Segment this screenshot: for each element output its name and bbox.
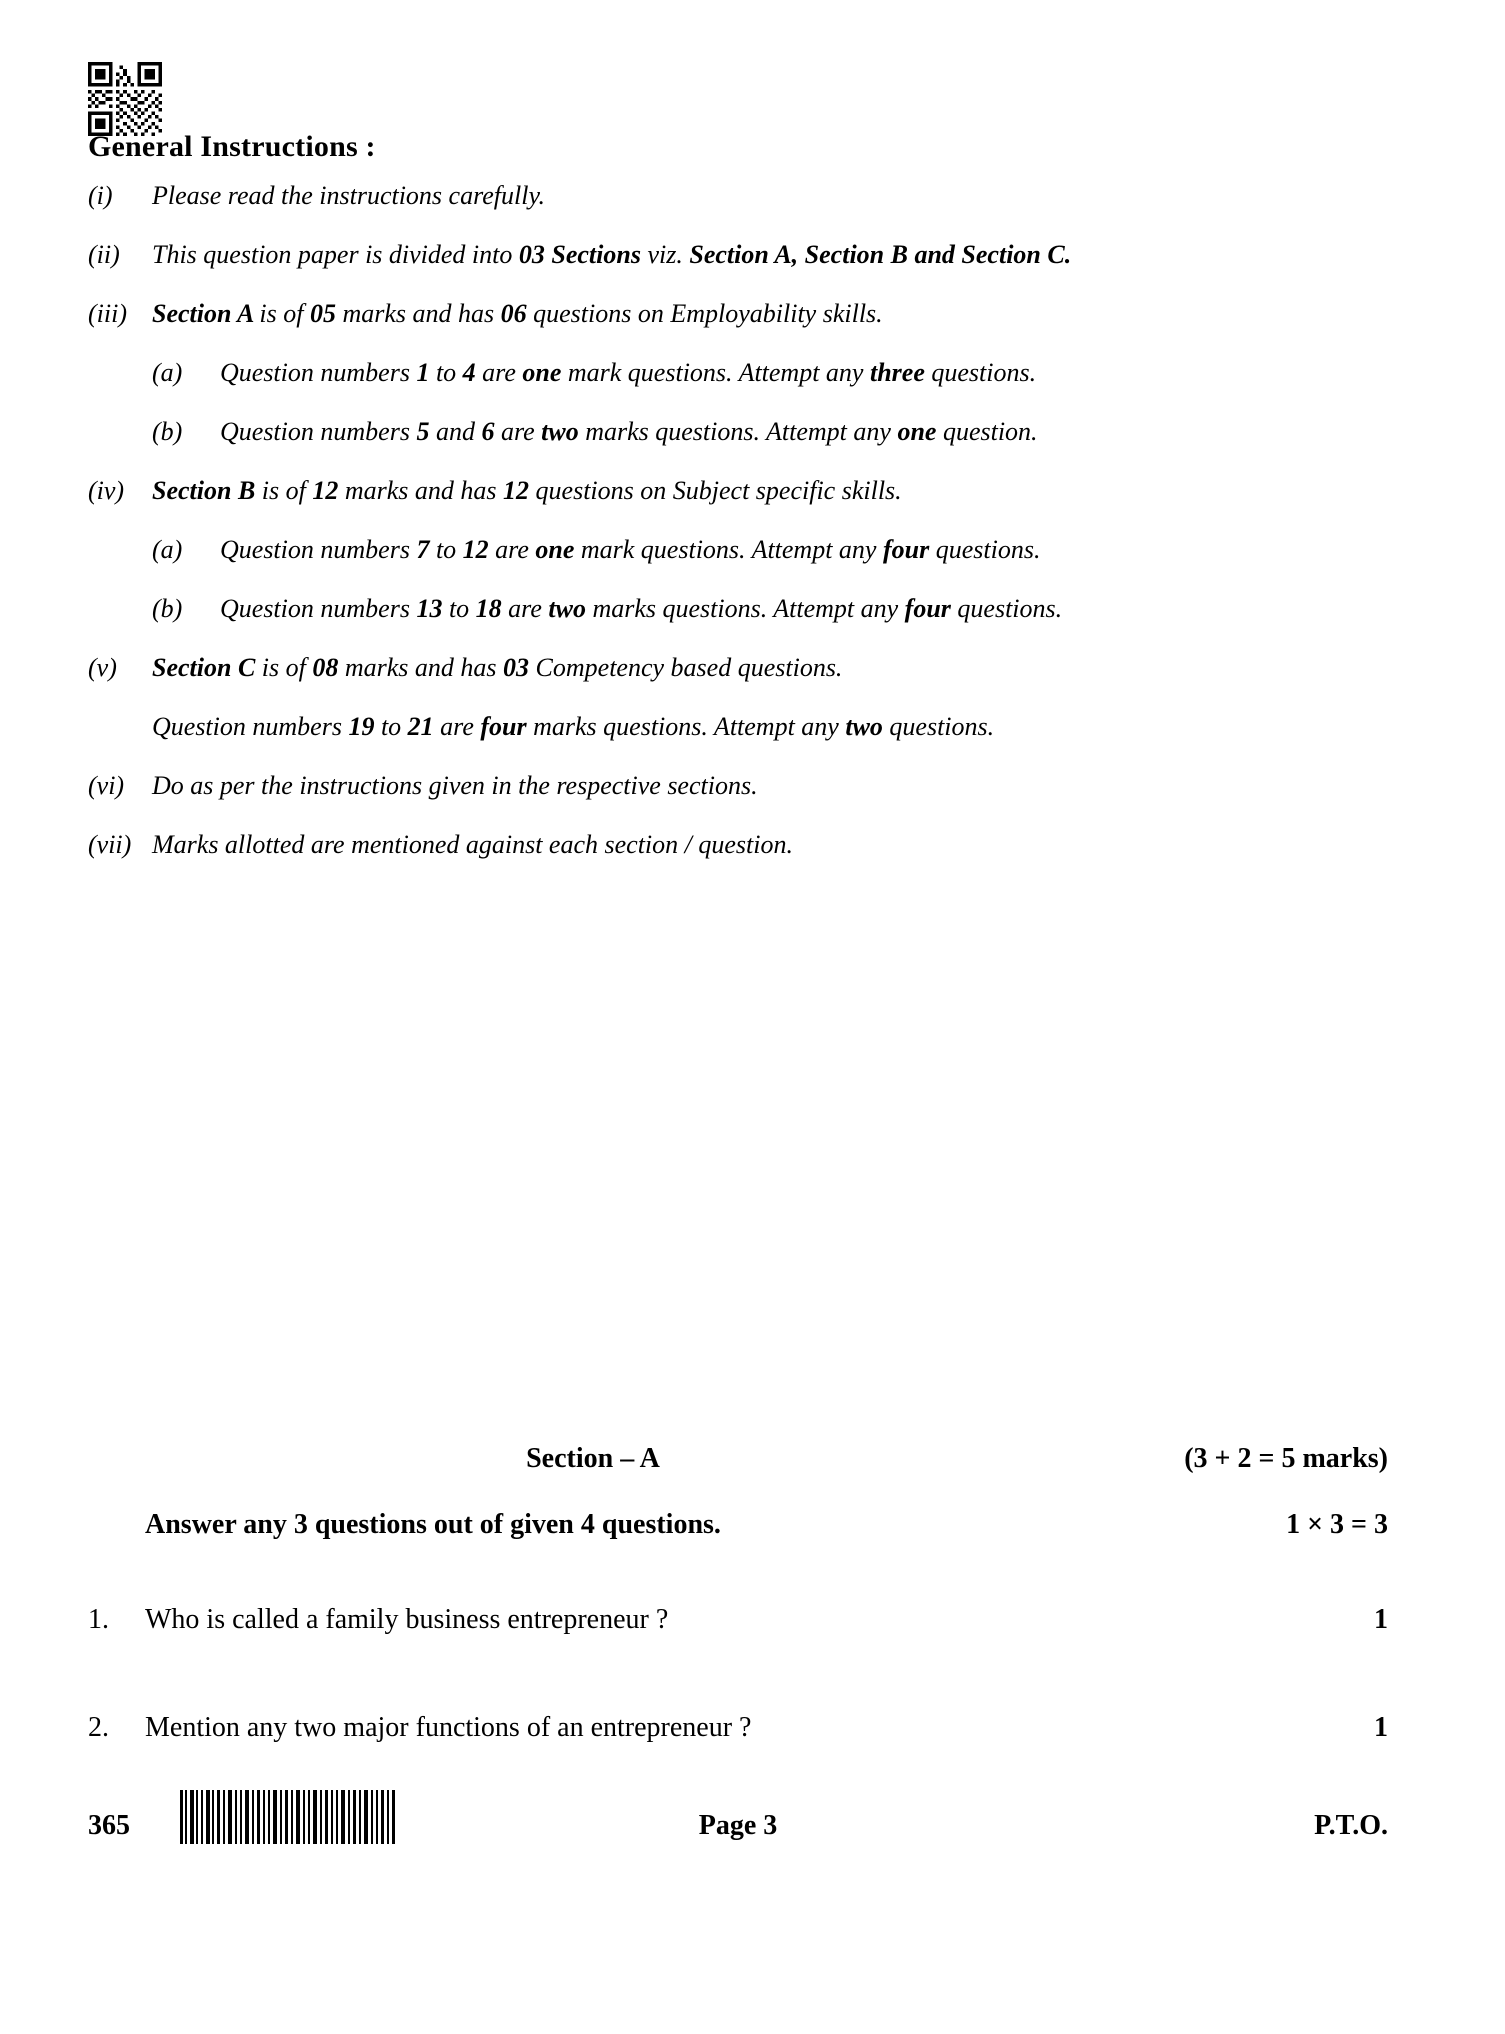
instruction-text (220, 411, 1280, 453)
plain-text: mark questions. Attempt any (567, 358, 870, 387)
emphasis-text: 12 (503, 476, 536, 505)
instruction-marker: (vii) (88, 830, 132, 859)
emphasis-text: 06 (500, 299, 534, 328)
answer-instruction-row (145, 1509, 1388, 1547)
emphasis-text: 05 (309, 299, 343, 328)
plain-text: marks and has (344, 476, 504, 505)
plain-text: marks and has (344, 653, 504, 682)
plain-text: marks and has (342, 299, 501, 328)
plain-text: are (440, 712, 481, 741)
plain-text: Do as per the instructions given in the respective sections. (152, 771, 758, 800)
instruction-marker: (a) (152, 358, 183, 387)
plain-text: marks questions. Attempt any (533, 712, 846, 741)
plain-text: Marks allotted are mentioned against each section / question. (152, 830, 793, 859)
plain-text: is of (261, 653, 313, 682)
instruction-item (88, 765, 1388, 807)
plain-text: are (482, 358, 523, 387)
emphasis-text: Section B (152, 476, 262, 505)
pto-label: P.T.O. (1314, 1810, 1388, 1841)
emphasis-text: Section A (152, 299, 260, 328)
emphasis-text: 4 (462, 358, 483, 387)
plain-text: Question numbers (220, 594, 417, 623)
emphasis-text: one (522, 358, 568, 387)
emphasis-text: four (882, 535, 936, 564)
instruction-marker: (vi) (88, 771, 125, 800)
plain-text: to (380, 712, 408, 741)
emphasis-text: 03 Sections (518, 240, 648, 269)
emphasis-text: 08 (312, 653, 345, 682)
instruction-marker: (i) (88, 181, 113, 210)
section-marks: (3 + 2 = 5 marks) (1184, 1443, 1388, 1474)
plain-text: viz. (647, 240, 690, 269)
plain-text: questions. (889, 712, 995, 741)
emphasis-text: 18 (475, 594, 509, 623)
emphasis-text: two (548, 594, 593, 623)
emphasis-text: 12 (312, 476, 345, 505)
plain-text: is of (259, 299, 310, 328)
plain-text: Please read the instructions carefully. (152, 181, 546, 210)
instruction-marker: (a) (152, 535, 183, 564)
plain-text: question. (942, 417, 1038, 446)
instruction-continuation-text (152, 706, 1277, 748)
general-instructions-heading: General Instructions : (88, 130, 376, 163)
plain-text: Question numbers (220, 358, 417, 387)
emphasis-text: 03 (503, 653, 536, 682)
plain-text: to (448, 594, 476, 623)
emphasis-text: two (845, 712, 890, 741)
emphasis-text: four (480, 712, 534, 741)
answer-instruction-text: Answer any 3 questions out of given 4 questions. (145, 1509, 721, 1540)
general-instructions-list (88, 175, 1388, 883)
instruction-item (88, 824, 1388, 866)
emphasis-text: two (541, 417, 586, 446)
emphasis-text: one (897, 417, 943, 446)
instruction-marker: (iv) (88, 476, 125, 505)
question-item (88, 1712, 1388, 1752)
instruction-item (88, 175, 1388, 217)
instruction-item (88, 234, 1388, 276)
plain-text: questions on Subject specific skills. (535, 476, 902, 505)
section-title: Section – A (526, 1443, 660, 1474)
instruction-marker: (b) (152, 417, 183, 446)
emphasis-text: 21 (407, 712, 441, 741)
question-item (88, 1604, 1388, 1644)
instruction-marker: (b) (152, 594, 183, 623)
question-number: 2. (88, 1712, 109, 1743)
instruction-text (220, 352, 1280, 394)
emphasis-text: three (869, 358, 932, 387)
plain-text: Competency based questions. (535, 653, 843, 682)
plain-text: are (495, 535, 536, 564)
emphasis-text: 6 (481, 417, 501, 446)
plain-text: and (435, 417, 482, 446)
instruction-text (152, 175, 1388, 217)
plain-text: questions. (957, 594, 1063, 623)
instruction-text (152, 824, 1388, 866)
qr-code-icon (88, 62, 162, 136)
question-marks: 1 (1374, 1604, 1388, 1635)
instruction-text (152, 470, 1388, 512)
emphasis-text: Section C (152, 653, 262, 682)
emphasis-text: 7 (416, 535, 436, 564)
answer-instruction-marks: 1 × 3 = 3 (1286, 1509, 1388, 1540)
emphasis-text: 1 (416, 358, 436, 387)
section-a-header (88, 1443, 1388, 1483)
plain-text: Question numbers (152, 712, 349, 741)
emphasis-text: 12 (462, 535, 496, 564)
plain-text: mark questions. Attempt any (580, 535, 883, 564)
instruction-sub-item (152, 588, 1388, 630)
question-number: 1. (88, 1604, 109, 1635)
plain-text: are (508, 594, 549, 623)
instruction-text (152, 234, 1388, 276)
plain-text: questions. (935, 535, 1041, 564)
instruction-text (220, 588, 1280, 630)
plain-text: is of (261, 476, 313, 505)
question-marks: 1 (1374, 1712, 1388, 1743)
plain-text: This question paper is divided into (152, 240, 519, 269)
instruction-text (152, 765, 1388, 807)
emphasis-text: 5 (416, 417, 436, 446)
plain-text: Question numbers (220, 417, 417, 446)
instruction-marker: (iii) (88, 299, 127, 328)
emphasis-text: Section A, Section B and Section C. (689, 240, 1072, 269)
plain-text: questions. (931, 358, 1037, 387)
instruction-sub-item (152, 352, 1388, 394)
page-number: Page 3 (698, 1810, 778, 1841)
emphasis-text: 19 (348, 712, 381, 741)
plain-text: to (435, 535, 463, 564)
instruction-item (88, 293, 1388, 335)
paper-code: 365 (88, 1810, 130, 1841)
question-text: Who is called a family business entrepreneur ? (145, 1604, 669, 1635)
instruction-text (220, 529, 1280, 571)
plain-text: to (435, 358, 463, 387)
emphasis-text: four (904, 594, 958, 623)
question-text: Mention any two major functions of an entrepreneur ? (145, 1712, 752, 1743)
instruction-marker: (v) (88, 653, 117, 682)
plain-text: are (500, 417, 542, 446)
emphasis-text: 13 (416, 594, 449, 623)
page-footer (88, 1790, 1388, 1850)
instruction-item (88, 647, 1388, 689)
instruction-text (152, 293, 1388, 335)
plain-text: marks questions. Attempt any (592, 594, 905, 623)
instruction-sub-item (152, 529, 1388, 571)
plain-text: Question numbers (220, 535, 417, 564)
plain-text: marks questions. Attempt any (585, 417, 898, 446)
plain-text: questions on Employability skills. (533, 299, 883, 328)
instruction-sub-item (152, 411, 1388, 453)
instruction-marker: (ii) (88, 240, 120, 269)
emphasis-text: one (535, 535, 581, 564)
instruction-item (88, 470, 1388, 512)
instruction-text (152, 647, 1388, 689)
